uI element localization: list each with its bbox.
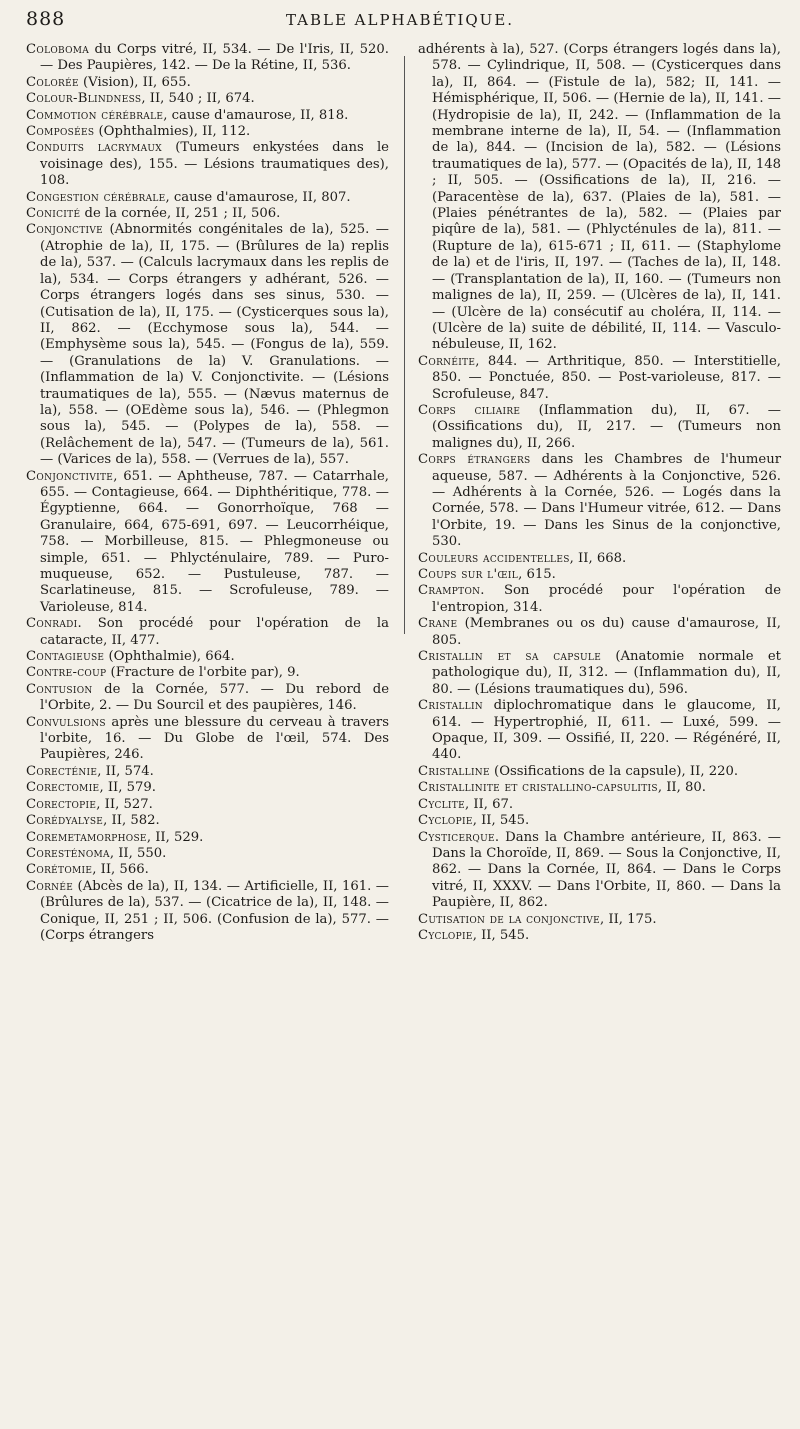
entry-text: , II, 529.: [146, 829, 204, 845]
entry-heading: Conicité: [26, 206, 81, 222]
index-entry: [26, 469, 389, 617]
entry-text: après une blessure du cerveau à travers l'orbite, 16. — Du Globe de l'œil, 574. Des Paupières, 246.: [40, 714, 389, 763]
entry-text: (Ophthalmies), II, 112.: [94, 124, 251, 140]
index-entry: [26, 140, 389, 189]
index-entry: [26, 830, 389, 846]
entry-heading: Cyclopie: [418, 927, 473, 943]
entry-heading: Cysticerque: [418, 829, 495, 845]
entry-heading: Convulsions: [26, 714, 106, 730]
entry-heading: Contusion: [26, 681, 93, 697]
index-entry: [26, 124, 389, 140]
index-entry: [26, 616, 389, 649]
entry-text: (Abcès de la), II, 134. — Artificielle, II, 161. — (Brûlures de la), 537. — (Cicatrice de la), II, 148. — Conique, II, 251 ; II, 506. (Confusion de la), 577. — (Corps étrangers: [40, 878, 389, 943]
entry-text: , II, 566.: [92, 862, 149, 878]
entry-text: de la Cornée, 577. — Du rebord de l'Orbite, 2. — Du Sourcil et des paupières, 146.: [40, 681, 389, 714]
entry-text: adhérents à la), 527. (Corps étrangers logés dans la), 578. — Cylindrique, II, 508. — (Cysticerques dans la), II, 864. — (Fistule de la), 582; II, 141. — Hémisphérique, II, 506. — (Hernie de la), II, 141. — (Hydropisie de la), II, 242. — (Inflammation de la membrane interne de la), II, 54. — (Inflammation de la), 844. — (Incision de la), 582. — (Lésions traumatiques de la), 577. — (Opacités de la), II, 148 ; II, 505. — (Ossifications de la), II, 216. — (Paracentèse de la), 637. (Plaies de la), 581. — (Plaies pénétrantes de la), 582. — (Plaies par piqûre de la), 581. — (Phlycténules de la), 811. — (Rupture de la), 615-671 ; II, 611. — (Staphylome de la) et de l'iris, II, 197. — (Taches de la), II, 148. — (Transplantation de la), II, 160. — (Tumeurs non malignes de la), II, 259. — (Ulcères de la), II, 141. — (Ulcère de la) consécutif au choléra, II, 114. — (Ulcère de la) suite de débilité, II, 114. — Vasculo-nébuleuse, II, 162.: [418, 42, 781, 353]
left-column: [26, 42, 389, 944]
entry-text: dans les Chambres de l'humeur aqueuse, 587. — Adhérents à la Conjonctive, 526. — Adhérents à la Cornée, 526. — Logés dans la Cornée, 578. — Dans l'Humeur vitrée, 612. — Dans l'Orbite, 19. — Dans les Sinus de la conjonctive, 530.: [432, 452, 781, 550]
entry-heading: Composées: [26, 124, 95, 140]
page-header: [26, 8, 774, 36]
index-entry: [26, 846, 389, 862]
entry-heading: Coresténoma: [26, 845, 110, 861]
entry-heading: Colorée: [26, 74, 79, 90]
entry-text: , II, 527.: [96, 796, 153, 812]
entry-text: (Ossifications de la capsule), II, 220.: [489, 763, 739, 779]
index-entry: [418, 830, 781, 912]
page-number: 888: [26, 8, 66, 30]
entry-heading: Corecténie: [26, 763, 98, 779]
entry-heading: Corétomie: [26, 862, 93, 878]
entry-heading: Congestion cérébrale: [26, 189, 166, 205]
index-entry: [26, 42, 389, 75]
entry-heading: Corectomie: [26, 780, 100, 796]
index-entry: [418, 616, 781, 649]
entry-heading: Conjonctivite: [26, 468, 114, 484]
entry-text: , II, 582.: [103, 813, 160, 829]
index-entry: [418, 567, 781, 583]
entry-text: , cause d'amaurose, II, 818.: [163, 107, 349, 123]
index-entry: [418, 813, 781, 829]
entry-text: , II, 550.: [109, 845, 167, 861]
entry-text: , 844. — Arthritique, 850. — Interstitielle, 850. — Ponctuée, 850. — Post-varioleuse, 817. — Scrofuleuse, 847.: [432, 353, 781, 402]
entry-text: , 651. — Aphtheuse, 787. — Catarrhale, 655. — Contagieuse, 664. — Diphthéritique, 778. — Égyptienne, 664. — Gonorrhoïque, 768 — Granulaire, 664, 675-691, 697. — Leucorrhéique, 758. — Morbilleuse, 815. — Phlegmoneuse ou simple, 651. — Phlycténulaire, 789. — Puro-muqueuse, 652. — Pustuleuse, 787. — Scarlatineuse, 815. — Scrofuleuse, 789. — Varioleuse, 814.: [40, 468, 389, 615]
entry-heading: Corps étrangers: [418, 452, 531, 468]
entry-heading: Cristallin et sa capsule: [418, 649, 602, 665]
index-entry: [26, 797, 389, 813]
entry-text: , II, 67.: [464, 796, 514, 812]
index-entry: [418, 797, 781, 813]
entry-text: (Abnormités congénitales de la), 525. — (Atrophie de la), II, 175. — (Brûlures de la) replis de la), 537. — (Calculs lacrymaux dans les replis de la), 534. — Corps étrangers y adhérant, 526. — Corps étrangers logés dans ses sinus, 530. — (Cutisation de la), II, 175. — (Cysticerques sous la), II, 862. — (Ecchymose sous la), 544. — (Emphysème sous la), 545. — (Fongus de la), 559. — (Granulations de la) V. Granulations. — (Inflammation de la) V. Conjonctivite. — (Lésions traumatiques de la), 555. — (Nævus maternus de la), 558. — (OEdème sous la), 546. — (Phlegmon sous la), 545. — (Polypes de la), 558. — (Relâchement de la), 547. — (Tumeurs de la), 561. — (Varices de la), 558. — (Verrues de la), 557.: [40, 222, 389, 468]
index-entry: [418, 912, 781, 928]
entry-text: (Membranes ou os du) cause d'amaurose, II, 805.: [432, 616, 781, 648]
entry-text: , II, 668.: [569, 550, 627, 566]
index-entry: [26, 780, 389, 796]
index-entry: [418, 452, 781, 550]
index-entry: [26, 682, 389, 715]
entry-heading: Cutisation de la conjonctive: [418, 911, 600, 927]
index-entry: [26, 813, 389, 829]
index-entry: [26, 879, 389, 945]
entry-heading: Cristallinite et cristallino-capsulitis: [418, 780, 658, 796]
entry-heading: Cristallin: [418, 698, 483, 714]
entry-heading: Contagieuse: [26, 649, 105, 665]
entry-heading: Couleurs accidentelles: [418, 550, 570, 566]
entry-text: , II, 545.: [472, 813, 530, 829]
index-entry: [26, 91, 389, 107]
index-entry: [418, 583, 781, 616]
index-entry: [26, 715, 389, 764]
entry-text: . Son procédé pour l'opération de la cataracte, II, 477.: [40, 616, 389, 648]
index-entry: [418, 403, 781, 452]
entry-text: (Tumeurs enkystées dans le voisinage des), 155. — Lésions traumatiques des), 108.: [40, 140, 389, 189]
entry-heading: Cristalline: [418, 763, 490, 779]
entry-text: de la cornée, II, 251 ; II, 506.: [80, 206, 281, 222]
entry-heading: Conradi: [26, 616, 78, 632]
index-entry: [26, 764, 389, 780]
entry-text: du Corps vitré, II, 534. — De l'Iris, II, 520. — Des Paupières, 142. — De la Rétine, II, 536.: [40, 42, 389, 74]
entry-heading: Corps ciliaire: [418, 402, 521, 418]
entry-text: . Dans la Chambre antérieure, II, 863. — Dans la Choroïde, II, 869. — Sous la Conjonctive, II, 862. — Dans la Cornée, II, 864. — Dans le Corps vitré, II, XXXV. — Dans l'Orbite, II, 860. — Dans la Paupière, II, 862.: [432, 829, 781, 911]
entry-heading: Conduits lacrymaux: [26, 140, 163, 156]
index-entry: [418, 354, 781, 403]
index-entry: [418, 698, 781, 764]
entry-text: , II, 80.: [657, 780, 706, 796]
index-entry: [418, 551, 781, 567]
index-entry: [418, 42, 781, 354]
entry-heading: Crane: [418, 616, 458, 632]
entry-heading: Corédyalyse: [26, 813, 104, 829]
entry-text: (Anatomie normale et pathologique du), II, 312. — (Inflammation du), II, 80. — (Lésions traumatiques du), 596.: [432, 649, 781, 697]
entry-text: . Son procédé pour l'opération de l'entropion, 314.: [432, 583, 781, 615]
index-entry: [418, 764, 781, 780]
entry-text: (Vision), II, 655.: [78, 74, 191, 90]
entry-heading: Corectopie: [26, 796, 97, 812]
entry-heading: Colour-Blindness: [26, 91, 142, 107]
entry-text: (Ophthalmie), 664.: [104, 649, 235, 665]
index-entry: [418, 649, 781, 698]
entry-text: , II, 175.: [599, 911, 657, 927]
entry-heading: Cyclopie: [418, 813, 473, 829]
entry-heading: Crampton: [418, 583, 481, 599]
index-entry: [418, 928, 781, 944]
column-divider: [404, 56, 405, 634]
entry-text: (Inflammation du), II, 67. — (Ossifications du), II, 217. — (Tumeurs non malignes du), II, 266.: [432, 402, 781, 451]
entry-heading: Cyclite: [418, 796, 465, 812]
entry-text: , II, 579.: [99, 780, 156, 796]
index-entry: [26, 862, 389, 878]
index-entry: [26, 206, 389, 222]
entry-text: , 615.: [518, 567, 556, 582]
entry-text: , II, 574.: [97, 763, 154, 779]
entry-text: , cause d'amaurose, II, 807.: [165, 189, 351, 205]
entry-text: , II, 540 ; II, 674.: [141, 91, 255, 107]
entry-heading: Commotion cérébrale: [26, 107, 164, 123]
index-entry: [26, 190, 389, 206]
running-title: TABLE ALPHABÉTIQUE.: [285, 11, 515, 29]
index-entry: [26, 75, 389, 91]
right-column: [418, 42, 781, 944]
entry-heading: Contre-coup: [26, 665, 107, 681]
entry-heading: Coups sur l'œil: [418, 567, 519, 582]
entry-heading: Cornéite: [418, 353, 476, 369]
entry-text: (Fracture de l'orbite par), 9.: [106, 665, 300, 681]
index-entry: [26, 649, 389, 665]
entry-heading: Coloboma: [26, 42, 90, 57]
entry-heading: Conjonctive: [26, 222, 104, 238]
entry-heading: Coremetamorphose: [26, 829, 147, 845]
entry-text: , II, 545.: [472, 927, 530, 943]
index-entry: [26, 665, 389, 681]
index-entry: [26, 222, 389, 468]
index-entry: [418, 780, 781, 796]
entry-heading: Cornée: [26, 878, 74, 894]
index-entry: [26, 108, 389, 124]
entry-text: diplochromatique dans le glaucome, II, 614. — Hypertrophié, II, 611. — Luxé, 599. — Opaque, II, 309. — Ossifié, II, 220. — Régénéré, II, 440.: [432, 698, 781, 763]
